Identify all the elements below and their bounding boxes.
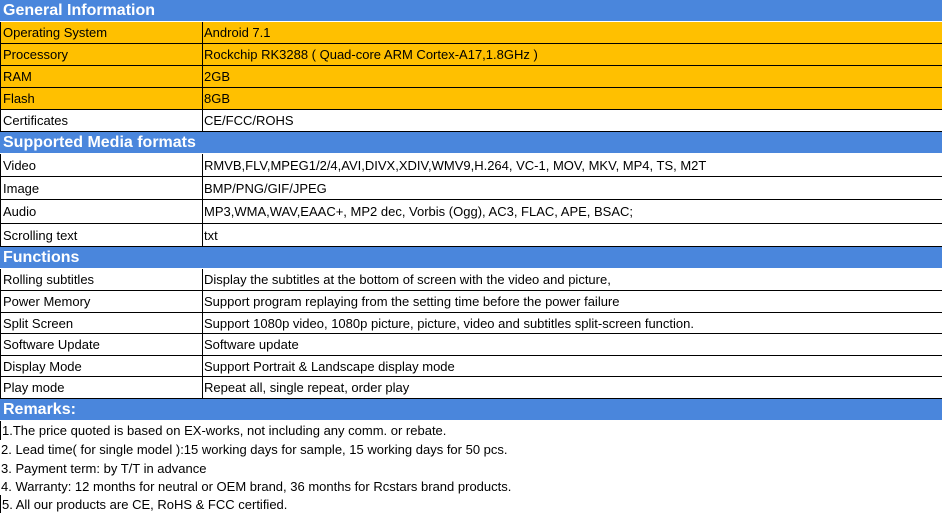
spec-label: Scrolling text xyxy=(0,224,203,246)
spec-value: Support program replaying from the setting time before the power failure xyxy=(204,294,620,309)
remark-line: 4. Warranty: 12 months for neutral or OEM brand, 36 months for Rcstars brand products. xyxy=(1,478,512,494)
table-row xyxy=(0,313,942,334)
spec-value: txt xyxy=(204,227,218,243)
table-row xyxy=(0,88,942,110)
remark-line: 5. All our products are CE, RoHS & FCC certified. xyxy=(0,495,942,513)
spec-value: 2GB xyxy=(204,69,231,84)
spec-value: BMP/PNG/GIF/JPEG xyxy=(204,180,327,196)
spec-value: Support 1080p video, 1080p picture, picture, video and subtitles split-screen function. xyxy=(204,315,694,331)
table-row xyxy=(0,356,942,377)
table-row xyxy=(0,224,942,247)
table-row xyxy=(0,200,942,224)
table-row xyxy=(0,22,942,44)
table-row xyxy=(0,110,942,132)
spec-value: Rockchip RK3288 ( Quad-core ARM Cortex-A17,1.8GHz ) xyxy=(204,47,538,62)
table-row xyxy=(0,291,942,313)
remark-line: 2. Lead time( for single model ):15 working days for sample, 15 working days for 50 pcs. xyxy=(1,442,508,457)
spec-label: Play mode xyxy=(0,377,203,398)
spec-value: CE/FCC/ROHS xyxy=(204,113,294,128)
section-header-media: Supported Media formats xyxy=(0,132,942,154)
spec-label: Certificates xyxy=(0,110,203,131)
spec-value: 8GB xyxy=(204,91,231,106)
remark-line: 1.The price quoted is based on EX-works, not including any comm. or rebate. xyxy=(0,421,942,440)
section-header-functions: Functions xyxy=(0,247,942,269)
spec-label: Operating System xyxy=(0,22,203,43)
spec-label: Display Mode xyxy=(0,356,203,376)
table-row xyxy=(0,334,942,356)
spec-label: Flash xyxy=(0,88,203,109)
spec-label: Video xyxy=(0,154,203,176)
spec-label: Rolling subtitles xyxy=(0,269,203,290)
table-row xyxy=(0,66,942,88)
spec-value: Repeat all, single repeat, order play xyxy=(204,380,410,395)
section-header-remarks: Remarks: xyxy=(0,399,942,421)
table-row xyxy=(0,44,942,66)
spec-label: Software Update xyxy=(0,334,203,355)
spec-value: Software update xyxy=(204,337,299,352)
remark-line: 3. Payment term: by T/T in advance xyxy=(1,460,207,476)
spec-value: Android 7.1 xyxy=(204,25,271,40)
spec-label: RAM xyxy=(0,66,203,87)
spec-value: RMVB,FLV,MPEG1/2/4,AVI,DIVX,XDIV,WMV9,H.264, VC-1, MOV, MKV, MP4, TS, M2T xyxy=(204,157,707,173)
spec-label: Power Memory xyxy=(0,291,203,312)
table-row xyxy=(0,269,942,291)
table-row xyxy=(0,377,942,399)
table-row xyxy=(0,177,942,200)
table-row xyxy=(0,154,942,177)
spec-label: Image xyxy=(0,177,203,199)
spec-label: Processory xyxy=(0,44,203,65)
spec-label: Audio xyxy=(0,200,203,223)
spec-label: Split Screen xyxy=(0,313,203,333)
spec-value: Support Portrait & Landscape display mode xyxy=(204,358,455,374)
spec-value: MP3,WMA,WAV,EAAC+, MP2 dec, Vorbis (Ogg), AC3, FLAC, APE, BSAC; xyxy=(204,204,634,219)
spec-value: Display the subtitles at the bottom of screen with the video and picture, xyxy=(204,272,611,287)
section-header-general: General Information xyxy=(0,0,942,22)
